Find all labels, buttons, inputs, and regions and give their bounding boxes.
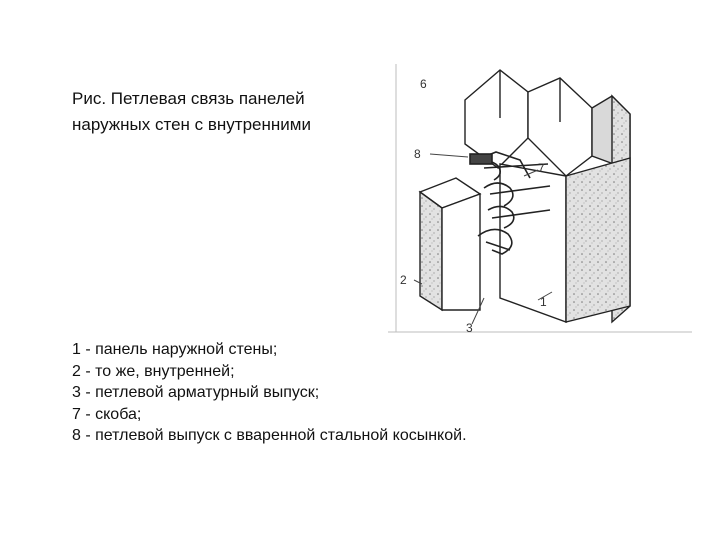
panel-joint-illustration xyxy=(380,60,700,342)
label-3: 3 xyxy=(466,321,473,335)
outer-wall-panel xyxy=(500,158,630,322)
label-2: 2 xyxy=(400,273,407,287)
panel-joint-drawing xyxy=(380,60,700,342)
caption-line-2: наружных стен с внутренними xyxy=(72,115,311,134)
legend-item-2: 2 - то же, внутренней; xyxy=(72,362,235,380)
inner-wall-panel xyxy=(420,178,480,310)
legend-item-7: 7 - скоба; xyxy=(72,405,142,423)
label-6: 6 xyxy=(420,77,427,91)
legend-item-1: 1 - панель наружной стены; xyxy=(72,341,278,358)
legend-item-8: 8 - петлевой выпуск с вваренной стальной косынкой. xyxy=(72,427,467,444)
legend-item-3: 3 - петлевой арматурный выпуск; xyxy=(72,384,320,401)
caption-line-1: Рис. Петлевая связь панелей xyxy=(72,89,305,108)
label-8: 8 xyxy=(414,147,421,161)
label-1: 1 xyxy=(540,295,547,309)
label-7: 7 xyxy=(538,161,545,175)
figure-legend xyxy=(72,339,467,447)
figure-caption xyxy=(72,86,372,138)
